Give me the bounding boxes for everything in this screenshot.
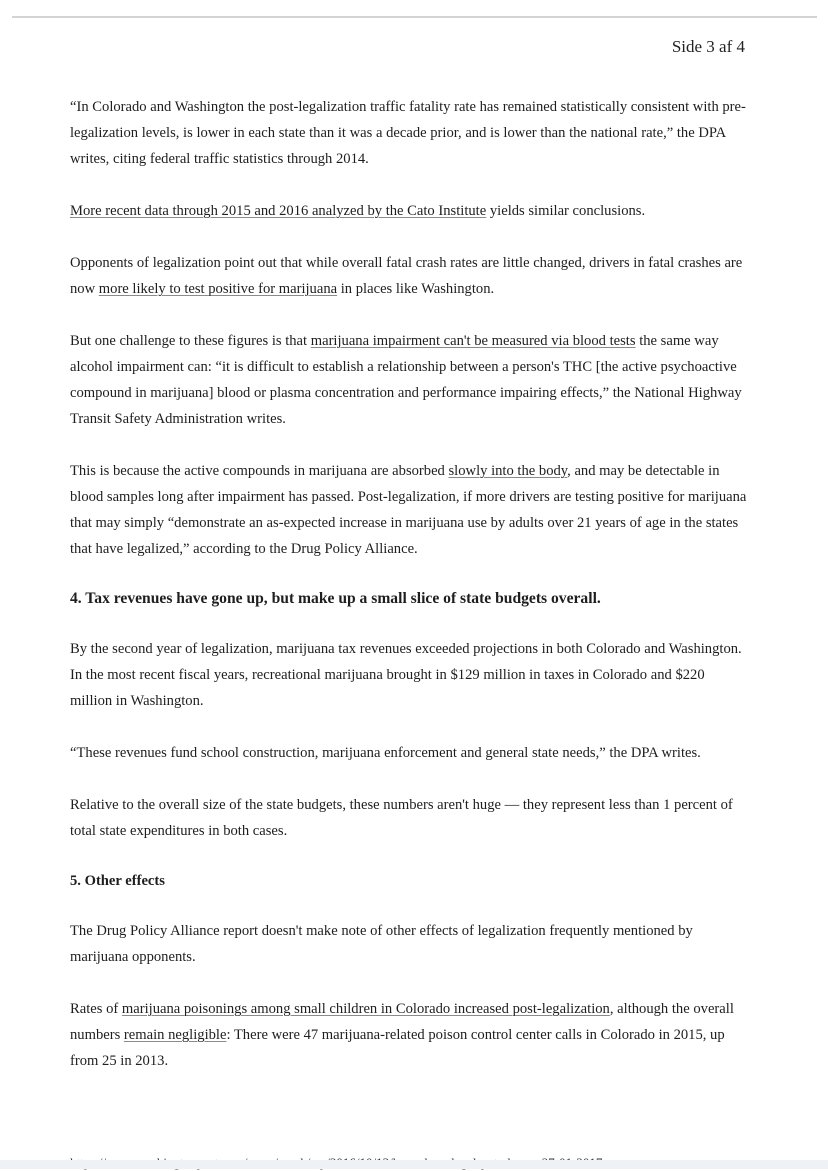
test-positive-link[interactable]: more likely to test positive for marijuana (98, 281, 338, 297)
paragraph-text: Opponents of legalization point out that while overall fatal crash rates are little changed, drivers in fatal crashes are now (70, 255, 743, 297)
paragraph-text: But one challenge to these figures is that (70, 333, 311, 349)
paragraph-poisonings (70, 996, 750, 1074)
paragraph-other-effects: The Drug Policy Alliance report doesn't make note of other effects of legalization frequently mentioned by marijuana opponents. (70, 923, 693, 965)
paragraph-text: , although the overall numbers (70, 1001, 734, 1043)
paragraph-cato-data (70, 198, 750, 224)
paragraph-blood-tests (70, 328, 750, 432)
section-heading-tax-revenues: 4. Tax revenues have gone up, but make up a small slice of state budgets overall. (70, 590, 601, 607)
remain-negligible-link[interactable]: remain negligible (123, 1027, 227, 1043)
paragraph-revenue-use: “These revenues fund school construction, marijuana enforcement and general state needs,” the DPA writes. (70, 745, 701, 761)
paragraph-text: , and may be detectable in blood samples long after impairment has passed. Post-legalization, if more drivers are testing positive for marijuana that may simply “demonstrate an as-expected increase in marijuana use by adults over 21 years of age in the states that have legalized,” according to the Drug Policy Alliance. (70, 463, 747, 557)
paragraph-text: yields similar conclusions. (486, 203, 646, 219)
article-body (70, 94, 750, 1100)
paragraph-text: : There were 47 marijuana-related poison control center calls in Colorado in 2015, up from 25 in 2013. (70, 1027, 725, 1069)
cato-institute-link[interactable]: More recent data through 2015 and 2016 analyzed by the Cato Institute (70, 203, 487, 219)
paragraph-text: This is because the active compounds in marijuana are absorbed (70, 463, 449, 479)
poisonings-link[interactable]: marijuana poisonings among small children in Colorado increased post-legalization (121, 1001, 610, 1017)
paragraph-text: in places like Washington. (337, 281, 495, 297)
paragraph-traffic-fatality: “In Colorado and Washington the post-legalization traffic fatality rate has remained statistically consistent with pre-legalization levels, is lower in each state than it was a decade prior, and is lower than the national rate,” the DPA writes, citing federal traffic statistics through 2014. (70, 99, 746, 167)
top-rule (12, 16, 817, 18)
page-number: Side 3 af 4 (671, 37, 745, 56)
paragraph-budget-share: Relative to the overall size of the state budgets, these numbers aren't huge — they represent less than 1 percent of total state expenditures in both cases. (70, 797, 733, 839)
paragraph-text: Rates of (70, 1001, 122, 1017)
paragraph-text: the same way alcohol impairment can: “it is difficult to establish a relationship between a person's THC [the active psychoactive compound in marijuana] blood or plasma concentration and performance impairing effects,” the National Highway Transit Safety Administration writes. (70, 333, 742, 427)
blood-tests-link[interactable]: marijuana impairment can't be measured via blood tests (310, 333, 636, 349)
paragraph-absorption (70, 458, 750, 562)
paragraph-tax-projections: By the second year of legalization, marijuana tax revenues exceeded projections in both Colorado and Washington. In the most recent fiscal years, recreational marijuana brought in $129 million in taxes in Colorado and $220 million in Washington. (70, 641, 742, 709)
bottom-edge-band (0, 1160, 828, 1169)
slowly-into-body-link[interactable]: slowly into the body (448, 463, 568, 479)
section-heading-other-effects: 5. Other effects (70, 873, 165, 889)
paragraph-opponents (70, 250, 750, 302)
